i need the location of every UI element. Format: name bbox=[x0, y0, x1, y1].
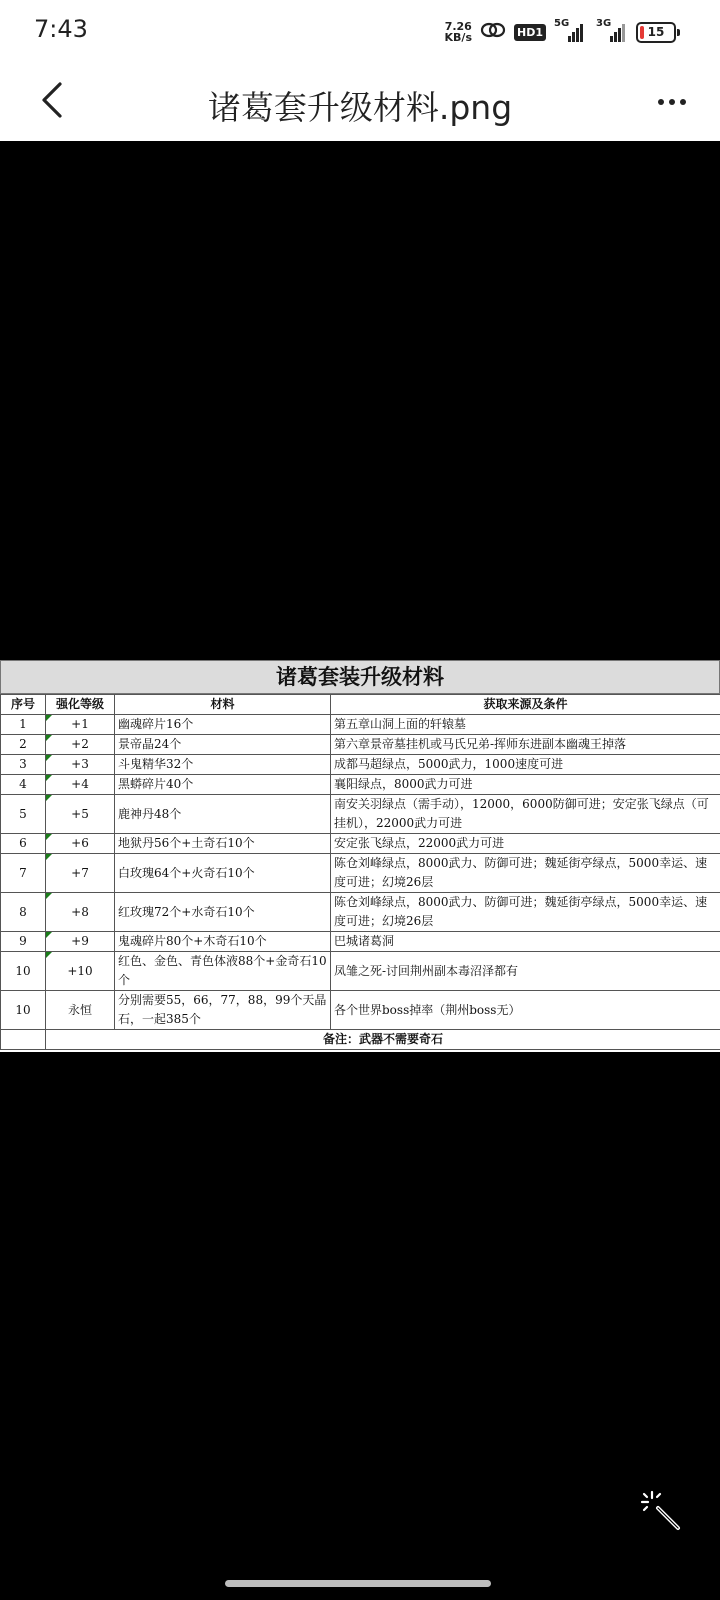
table-row bbox=[1, 991, 720, 1030]
upgrade-level bbox=[46, 735, 115, 755]
upgrade-level bbox=[46, 854, 115, 893]
cell-comment-marker bbox=[46, 854, 52, 860]
row-number: 7 bbox=[1, 854, 46, 893]
table-row bbox=[1, 755, 720, 775]
upgrade-level-text: +6 bbox=[71, 836, 89, 850]
note-empty-cell bbox=[1, 1030, 46, 1050]
source-cell: 安定张飞绿点，22000武力可进 bbox=[331, 834, 720, 854]
upgrade-level bbox=[46, 775, 115, 795]
upgrade-level-text: +8 bbox=[71, 904, 89, 919]
cell-comment-marker bbox=[46, 735, 52, 741]
more-options-button[interactable] bbox=[650, 80, 694, 124]
upgrade-level-text: +4 bbox=[71, 777, 89, 791]
material-cell: 黑蟒碎片40个 bbox=[115, 775, 331, 795]
cell-comment-marker bbox=[46, 755, 52, 761]
cell-comment-marker bbox=[46, 932, 52, 938]
note-text: 备注：武器不需要奇石 bbox=[46, 1030, 720, 1050]
title-bar bbox=[0, 62, 720, 141]
table-row bbox=[1, 834, 720, 854]
row-number: 5 bbox=[1, 795, 46, 834]
signal-3g-label: 3G bbox=[596, 18, 612, 29]
upgrade-level bbox=[46, 795, 115, 834]
upgrade-level bbox=[46, 834, 115, 854]
source-cell: 南安关羽绿点（需手动），12000，6000防御可进；安定张飞绿点（可挂机），22000武力可进 bbox=[331, 795, 720, 834]
note-row bbox=[1, 1030, 720, 1050]
network-speed-unit: KB/s bbox=[444, 31, 472, 44]
upgrade-level-text: +1 bbox=[71, 717, 89, 731]
magic-wand-icon bbox=[638, 1521, 686, 1540]
more-horizontal-icon bbox=[658, 99, 664, 105]
cell-comment-marker bbox=[46, 834, 52, 840]
table-row bbox=[1, 854, 720, 893]
cell-comment-marker bbox=[46, 952, 52, 958]
table-row bbox=[1, 952, 720, 991]
column-header: 强化等级 bbox=[46, 695, 115, 715]
more-dot bbox=[680, 99, 686, 105]
row-number: 10 bbox=[1, 952, 46, 991]
source-cell: 第六章景帝墓挂机或马氏兄弟-挥师东进副本幽魂王掉落 bbox=[331, 735, 720, 755]
table-row bbox=[1, 893, 720, 932]
cell-comment-marker bbox=[46, 775, 52, 781]
source-cell: 陈仓刘峰绿点，8000武力、防御可进；魏延街亭绿点，5000幸运、速度可进；幻境26层 bbox=[331, 893, 720, 932]
row-number: 2 bbox=[1, 735, 46, 755]
battery-fill bbox=[640, 26, 644, 39]
materials-table bbox=[0, 694, 720, 1050]
network-speed-value: 7.26 bbox=[444, 20, 472, 33]
row-number: 4 bbox=[1, 775, 46, 795]
column-header: 获取来源及条件 bbox=[331, 695, 720, 715]
upgrade-level-text: +7 bbox=[71, 865, 89, 880]
source-cell: 各个世界boss掉率（荆州boss无） bbox=[331, 991, 720, 1030]
row-number: 3 bbox=[1, 755, 46, 775]
upgrade-level bbox=[46, 893, 115, 932]
row-number: 10 bbox=[1, 991, 46, 1030]
page-title: 诸葛套升级材料.png bbox=[207, 88, 513, 127]
link-icon bbox=[480, 21, 506, 43]
table-header-row bbox=[1, 695, 720, 715]
material-cell: 白玫瑰64个+火奇石10个 bbox=[115, 854, 331, 893]
upgrade-level bbox=[46, 932, 115, 952]
upgrade-level bbox=[46, 952, 115, 991]
upgrade-level-text: +5 bbox=[71, 806, 89, 821]
upgrade-level-text: +9 bbox=[71, 934, 89, 948]
network-speed bbox=[445, 21, 472, 43]
material-cell: 幽魂碎片16个 bbox=[115, 715, 331, 735]
status-time: 7:43 bbox=[34, 15, 88, 43]
document-image[interactable] bbox=[0, 660, 720, 1052]
more-dot bbox=[669, 99, 675, 105]
magic-wand-button[interactable] bbox=[638, 1488, 686, 1536]
hd-badge: HD1 bbox=[514, 24, 546, 41]
material-cell: 红玫瑰72个+水奇石10个 bbox=[115, 893, 331, 932]
upgrade-level-text: 永恒 bbox=[67, 1002, 92, 1017]
table-row bbox=[1, 775, 720, 795]
upgrade-level bbox=[46, 755, 115, 775]
upgrade-level bbox=[46, 991, 115, 1030]
upgrade-level bbox=[46, 715, 115, 735]
material-cell: 景帝晶24个 bbox=[115, 735, 331, 755]
table-row bbox=[1, 715, 720, 735]
source-cell: 陈仓刘峰绿点，8000武力、防御可进；魏延街亭绿点，5000幸运、速度可进；幻境26层 bbox=[331, 854, 720, 893]
material-cell: 斗鬼精华32个 bbox=[115, 755, 331, 775]
status-icons bbox=[445, 18, 680, 46]
battery-icon bbox=[636, 22, 680, 43]
material-cell: 红色、金色、青色体液88个+金奇石10个 bbox=[115, 952, 331, 991]
cell-comment-marker bbox=[46, 795, 52, 801]
home-indicator[interactable] bbox=[225, 1580, 491, 1587]
signal-5g-icon bbox=[554, 18, 588, 42]
source-cell: 成都马超绿点，5000武力，1000速度可进 bbox=[331, 755, 720, 775]
signal-3g-icon bbox=[596, 18, 628, 42]
row-number: 9 bbox=[1, 932, 46, 952]
material-cell: 鹿神丹48个 bbox=[115, 795, 331, 834]
upgrade-level-text: +10 bbox=[67, 963, 93, 978]
source-cell: 巴城诸葛洞 bbox=[331, 932, 720, 952]
row-number: 8 bbox=[1, 893, 46, 932]
upgrade-level-text: +2 bbox=[71, 737, 89, 751]
material-cell: 地狱丹56个+土奇石10个 bbox=[115, 834, 331, 854]
status-bar bbox=[0, 0, 720, 62]
source-cell: 襄阳绿点，8000武力可进 bbox=[331, 775, 720, 795]
upgrade-level-text: +3 bbox=[71, 757, 89, 771]
material-cell: 分别需要55，66，77，88，99个天晶石，一起385个 bbox=[115, 991, 331, 1030]
column-header: 材料 bbox=[115, 695, 331, 715]
document-title: 诸葛套装升级材料 bbox=[0, 660, 720, 694]
table-row bbox=[1, 932, 720, 952]
cell-comment-marker bbox=[46, 893, 52, 899]
signal-5g-label: 5G bbox=[554, 18, 570, 29]
cell-comment-marker bbox=[46, 715, 52, 721]
battery-level: 15 bbox=[647, 25, 665, 39]
source-cell: 凤雏之死-讨回荆州副本毒沼泽都有 bbox=[331, 952, 720, 991]
column-header: 序号 bbox=[1, 695, 46, 715]
table-row bbox=[1, 795, 720, 834]
material-cell: 鬼魂碎片80个+木奇石10个 bbox=[115, 932, 331, 952]
source-cell: 第五章山洞上面的轩辕墓 bbox=[331, 715, 720, 735]
table-row bbox=[1, 735, 720, 755]
row-number: 6 bbox=[1, 834, 46, 854]
row-number: 1 bbox=[1, 715, 46, 735]
